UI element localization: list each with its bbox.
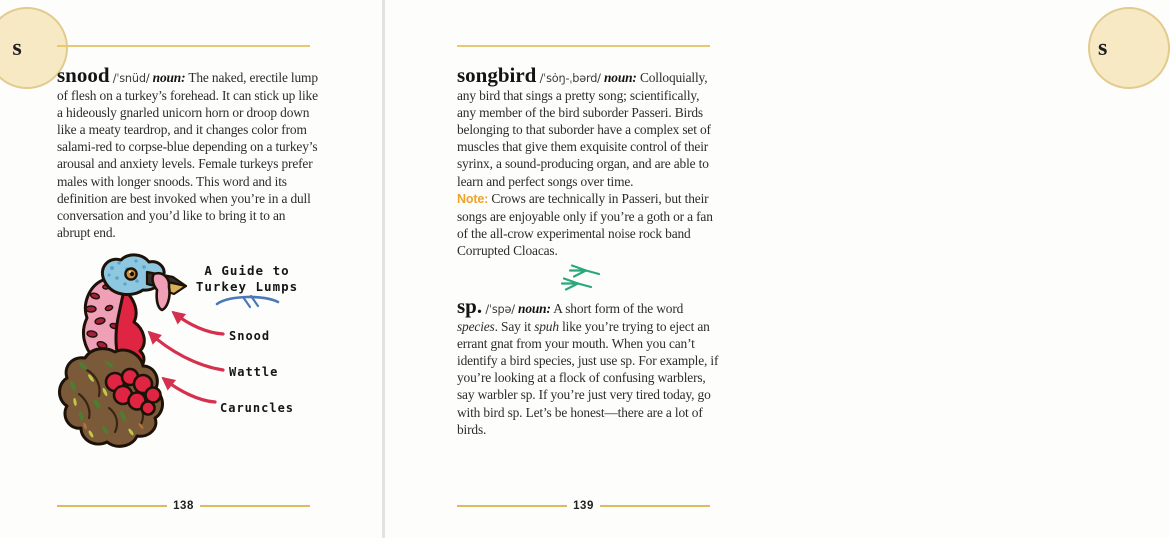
page-footer-right [457,500,710,512]
header-rule [457,45,710,47]
page-number-right: 139 [573,500,594,512]
page-number-left: 138 [173,500,194,512]
figure-title-line2: Turkey Lumps [195,279,299,294]
footer-rule-right-b [600,505,710,507]
figure-title-line1: A Guide to [204,263,290,278]
right-page [385,0,1108,538]
label-caruncles: Caruncles [220,401,295,415]
footer-rule-left-a [57,505,167,507]
callout-arrows [150,313,223,402]
section-tab-right [1088,7,1170,89]
section-letter: s [12,34,22,61]
label-wattle: Wattle [229,365,279,379]
definition-sp-italic1: species [457,319,495,335]
turkey-illustration [57,254,307,454]
definition-songbird: Colloquially, any bird that sings a pretty song; scientifically, any member of the bird suborder Passeri. Birds belonging to that suborder have a complex set of muscles that give them exquisite control of their syrinx, a sound-producing organ, and are able to learn and perfect songs over time. [457,70,711,189]
footer-rule-right-a [457,505,567,507]
definition-sp-part2: . Say it [494,319,535,335]
headword-snood: snood [57,63,110,87]
entry-snood [57,63,319,241]
label-snood: Snood [229,329,271,343]
section-letter: s [1098,34,1108,61]
pronunciation-sp: /ˈspə/ [485,303,515,316]
entry-songbird [457,63,719,259]
definition-sp-italic2: spuh [534,319,559,335]
pronunciation-songbird: /ˈsȯŋ-ˌbərd/ [539,72,601,85]
note-text: Crows are technically in Passeri, but their songs are enjoyable only if you’re a goth or a fan of the all-crow experimental noise rock band Corrupted Cloacas. [457,190,713,258]
definition-sp-part3: like you’re trying to eject an errant gnat from your mouth. When you can’t identify a bird species, just use sp. For example, if you’re looking at a flock of confusing warblers, say warbler sp. If you’re just very tired today, go with bird sp. Let’s be honest—there are a lot of birds. [457,319,719,437]
note-label: Note: [457,191,489,206]
page-footer-left [57,500,310,512]
part-of-speech: noun: [603,70,637,85]
headword-sp: sp. [457,294,483,318]
bird-tracks-icon [559,263,605,293]
pronunciation-snood: /ˈsnüd/ [112,72,150,85]
header-rule [57,45,310,47]
part-of-speech: noun: [152,70,186,85]
wing-flourish-icon [217,296,278,307]
entry-sp [457,294,719,438]
definition-snood: The naked, erectile lump of flesh on a turkey’s forehead. It can stick up like a hideously gnarled unicorn horn or droop down like a meaty teardrop, and it changes color from salami-red to corpse-blue depending on a turkey’s arousal and anxiety levels. Female turkeys prefer males with longer snoods. This word and its definition are best invoked when you’re in a dull conversation and you’d like to bring it to an abrupt end. [57,70,318,240]
turkey-eye [125,268,136,279]
left-page [0,0,383,538]
footer-rule-left-b [200,505,310,507]
turkey-snood [153,273,170,310]
part-of-speech: noun: [518,301,551,316]
headword-songbird: songbird [457,63,537,87]
definition-sp-part1: A short form of the word [553,301,684,316]
